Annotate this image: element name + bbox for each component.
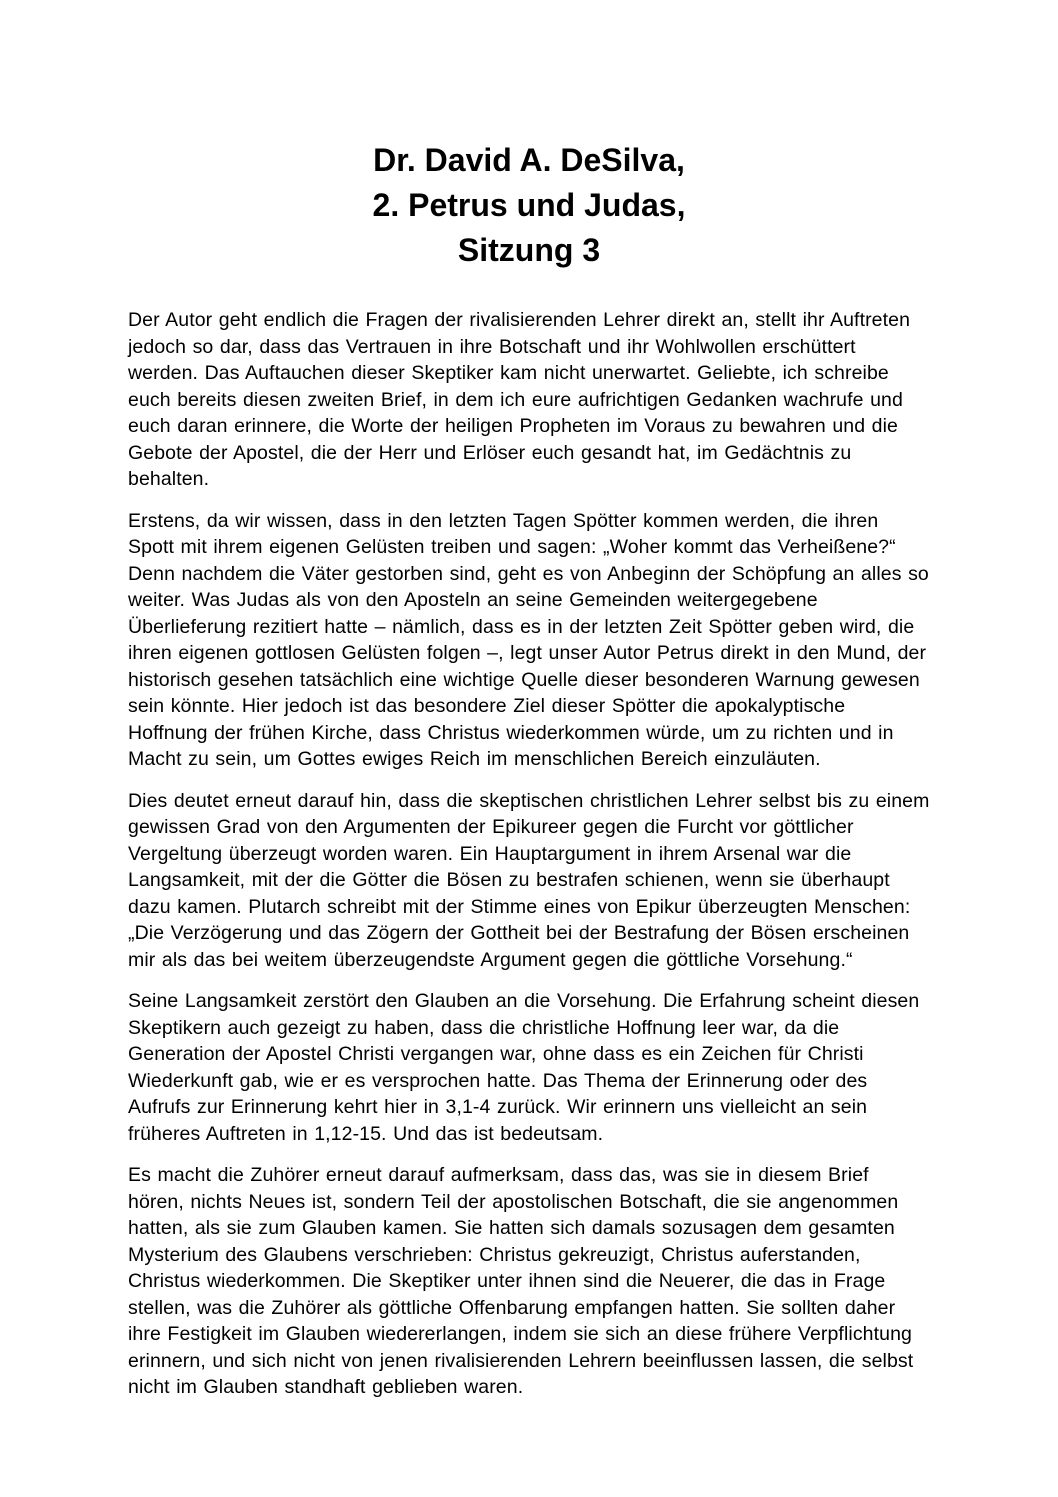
- title-line-2: 2. Petrus und Judas,: [372, 187, 686, 223]
- paragraph-5: Es macht die Zuhörer erneut darauf aufmerksam, dass das, was sie in diesem Brief hören, nichts Neues ist, sondern Teil der apostolischen Botschaft, die sie angenommen hatten, als sie zum Glauben kamen. Sie hatten sich damals sozusagen dem gesamten Mysterium des Glaubens verschrieben: Christus gekreuzigt, Christus auferstanden, Christus wiederkommen. Die Skeptiker unter ihnen sind die Neuerer, die das in Frage stellen, was die Zuhörer als göttliche Offenbarung empfangen hatten. Sie sollten daher ihre Festigkeit im Glauben wiedererlangen, indem sie sich an diese frühere Verpflichtung erinnern, und sich nicht von jenen rivalisierenden Lehrern beeinflussen lassen, die selbst nicht im Glauben standhaft geblieben waren.: [128, 1164, 914, 1398]
- document-title: [128, 138, 930, 273]
- title-line-3: Sitzung 3: [457, 232, 601, 268]
- paragraph-3: Dies deutet erneut darauf hin, dass die skeptischen christlichen Lehrer selbst bis zu einem gewissen Grad von den Argumenten der Epikureer gegen die Furcht vor göttlicher Vergeltung überzeugt worden waren. Ein Hauptargument in ihrem Arsenal war die Langsamkeit, mit der die Götter die Bösen zu bestrafen schienen, wenn sie überhaupt dazu kamen. Plutarch schreibt mit der Stimme eines von Epikur überzeugten Menschen: „Die Verzögerung und das Zögern der Gottheit bei der Bestrafung der Bösen erscheinen mir als das bei weitem überzeugendste Argument gegen die göttliche Vorsehung.“: [128, 789, 930, 971]
- document-body: [128, 307, 930, 1401]
- paragraph-2: Erstens, da wir wissen, dass in den letzten Tagen Spötter kommen werden, die ihren Spott mit ihrem eigenen Gelüsten treiben und sagen: „Woher kommt das Verheißene?“ Denn nachdem die Väter gestorben sind, geht es von Anbeginn der Schöpfung an alles so weiter. Was Judas als von den Aposteln an seine Gemeinden weitergegebene Überlieferung rezitiert hatte – nämlich, dass es in der letzten Zeit Spötter geben wird, die ihren eigenen gottlosen Gelüsten folgen –, legt unser Autor Petrus direkt in den Mund, der historisch gesehen tatsächlich eine wichtige Quelle dieser besonderen Warnung gewesen sein könnte. Hier jedoch ist das besondere Ziel dieser Spötter die apokalyptische Hoffnung der frühen Kirche, dass Christus wiederkommen würde, um zu richten und in Macht zu sein, um Gottes ewiges Reich im menschlichen Bereich einzuläuten.: [128, 509, 929, 770]
- paragraph-1: Der Autor geht endlich die Fragen der rivalisierenden Lehrer direkt an, stellt ihr Auftreten jedoch so dar, dass das Vertrauen in ihre Botschaft und ihr Wohlwollen erschüttert werden. Das Auftauchen dieser Skeptiker kam nicht unerwartet. Geliebte, ich schreibe euch bereits diesen zweiten Brief, in dem ich eure aufrichtigen Gedanken wachrufe und euch daran erinnere, die Worte der heiligen Propheten im Voraus zu bewahren und die Gebote der Apostel, die der Herr und Erlöser euch gesandt hat, im Gedächtnis zu behalten.: [128, 309, 911, 490]
- paragraph-4: Seine Langsamkeit zerstört den Glauben an die Vorsehung. Die Erfahrung scheint diesen Skeptikern auch gezeigt zu haben, dass die christliche Hoffnung leer war, da die Generation der Apostel Christi vergangen war, ohne dass es ein Zeichen für Christi Wiederkunft gab, wie er es versprochen hatte. Das Thema der Erinnerung oder des Aufrufs zur Erinnerung kehrt hier in 3,1-4 zurück. Wir erinnern uns vielleicht an sein früheres Auftreten in 1,12-15. Und das ist bedeutsam.: [128, 990, 920, 1145]
- title-line-1: Dr. David A. DeSilva,: [373, 142, 685, 178]
